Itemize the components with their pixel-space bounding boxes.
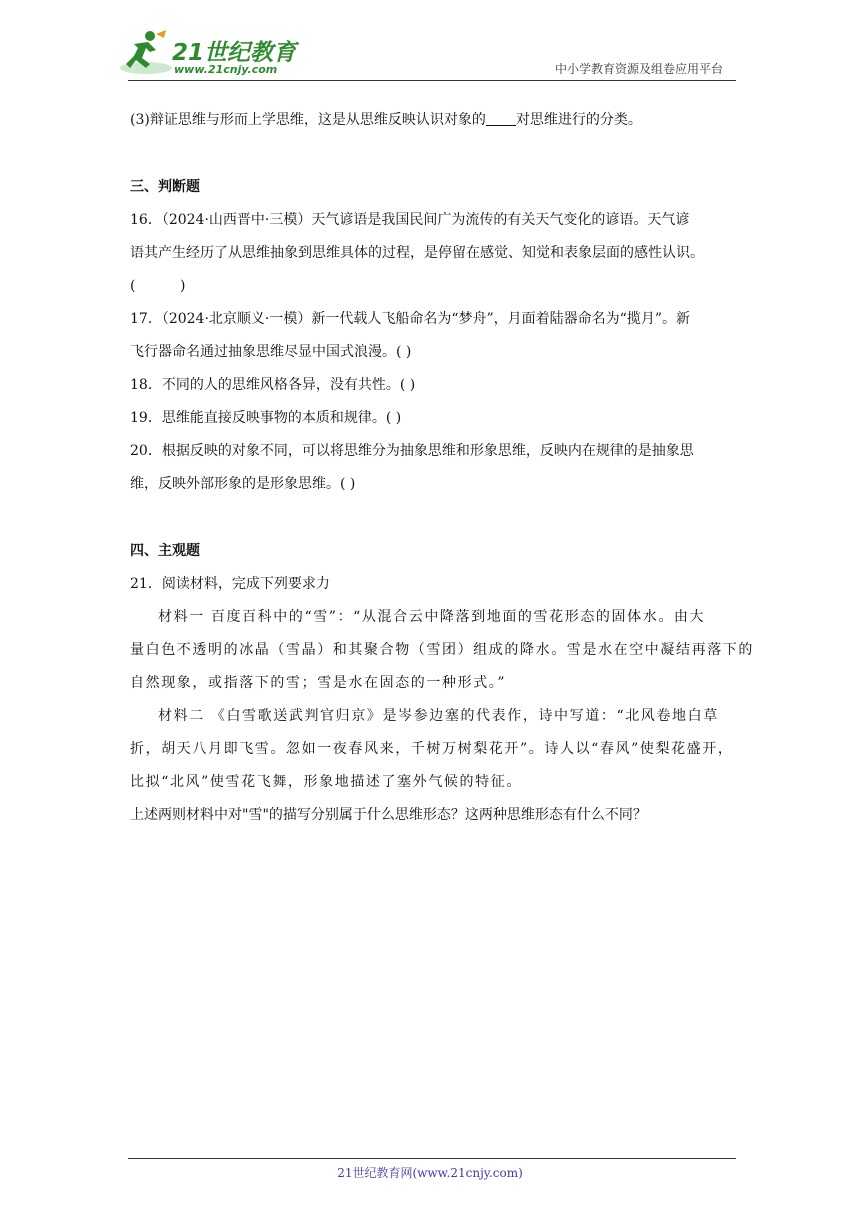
question-20 bbox=[130, 435, 738, 501]
material-2-line-2: 折，胡天八月即飞雪。忽如一夜春风来，千树万树梨花开”。诗人以“春风”使梨花盛开， bbox=[130, 741, 734, 757]
footer-link[interactable]: 21世纪教育网(www.21cnjy.com) bbox=[337, 1166, 523, 1180]
material-2 bbox=[130, 700, 738, 799]
page-header bbox=[0, 0, 860, 90]
question-16 bbox=[130, 204, 738, 303]
logo[interactable] bbox=[120, 28, 300, 80]
q20-line-1: 20．根据反映的对象不同，可以将思维分为抽象思维和形象思维，反映内在规律的是抽象思 bbox=[130, 443, 694, 459]
q20-line-2: 维，反映外部形象的是形象思维。( ) bbox=[130, 476, 356, 492]
material-1-line-1: 材料一 百度百科中的“雪”：“从混合云中降落到地面的雪花形态的固体水。由大 bbox=[158, 609, 706, 625]
material-1-line-2: 量白色不透明的冰晶（雪晶）和其聚合物（雪团）组成的降水。雪是水在空中凝结再落下的 bbox=[130, 642, 754, 658]
material-1 bbox=[130, 601, 754, 700]
question-21 bbox=[130, 568, 754, 832]
question-19: 19．思维能直接反映事物的本质和规律。( ) bbox=[130, 410, 402, 426]
section-3-title: 三、判断题 bbox=[130, 179, 200, 195]
question-18: 18．不同的人的思维风格各异，没有共性。( ) bbox=[130, 377, 416, 393]
logo-url: www.21cnjy.com bbox=[174, 63, 278, 76]
q17-line-1: 17．（2024·北京顺义·一模）新一代载人飞船命名为“梦舟”，月面着陆器命名为“揽月”。新 bbox=[130, 311, 690, 327]
q15-3-text-after: 对思维进行的分类。 bbox=[515, 112, 642, 128]
header-divider bbox=[128, 80, 736, 81]
q16-line-1: 16．（2024·山西晋中·三模）天气谚语是我国民间广为流传的有关天气变化的谚语。天气谚 bbox=[130, 212, 690, 228]
q21-question: 上述两则材料中对"雪"的描写分别属于什么思维形态？这两种思维形态有什么不同？ bbox=[130, 807, 647, 823]
platform-title: 中小学教育资源及组卷应用平台 bbox=[554, 62, 723, 76]
document-body bbox=[130, 104, 754, 832]
footer-divider bbox=[128, 1158, 736, 1159]
material-2-line-1: 材料二 《白雪歌送武判官归京》是岑参边塞的代表作，诗中写道：“北风卷地白草 bbox=[158, 708, 719, 724]
spacer bbox=[130, 501, 738, 535]
question-17 bbox=[130, 303, 738, 369]
q16-line-2: 语其产生经历了从思维抽象到思维具体的过程，是停留在感觉、知觉和表象层面的感性认识。 bbox=[130, 245, 704, 261]
question-15-part-3 bbox=[130, 104, 738, 137]
material-1-line-3: 自然现象，或指落下的雪；雪是水在固态的一种形式。” bbox=[130, 675, 507, 691]
logo-text: 21世纪教育 bbox=[172, 40, 297, 66]
material-2-line-3: 比拟“北风”使雪花飞舞，形象地描述了塞外气候的特征。 bbox=[130, 774, 522, 790]
q17-line-2: 飞行器命名通过抽象思维尽显中国式浪漫。( ) bbox=[130, 344, 412, 360]
q16-answer-paren[interactable]: ( ) bbox=[130, 278, 186, 294]
answer-blank[interactable] bbox=[486, 109, 516, 126]
q15-3-text-before: (3)辩证思维与形而上学思维，这是从思维反映认识对象的 bbox=[130, 112, 486, 128]
section-4-title: 四、主观题 bbox=[130, 543, 200, 559]
spacer bbox=[130, 137, 738, 171]
runner-logo-icon bbox=[120, 28, 172, 78]
q21-intro: 21．阅读材料，完成下列要求力 bbox=[130, 576, 330, 592]
